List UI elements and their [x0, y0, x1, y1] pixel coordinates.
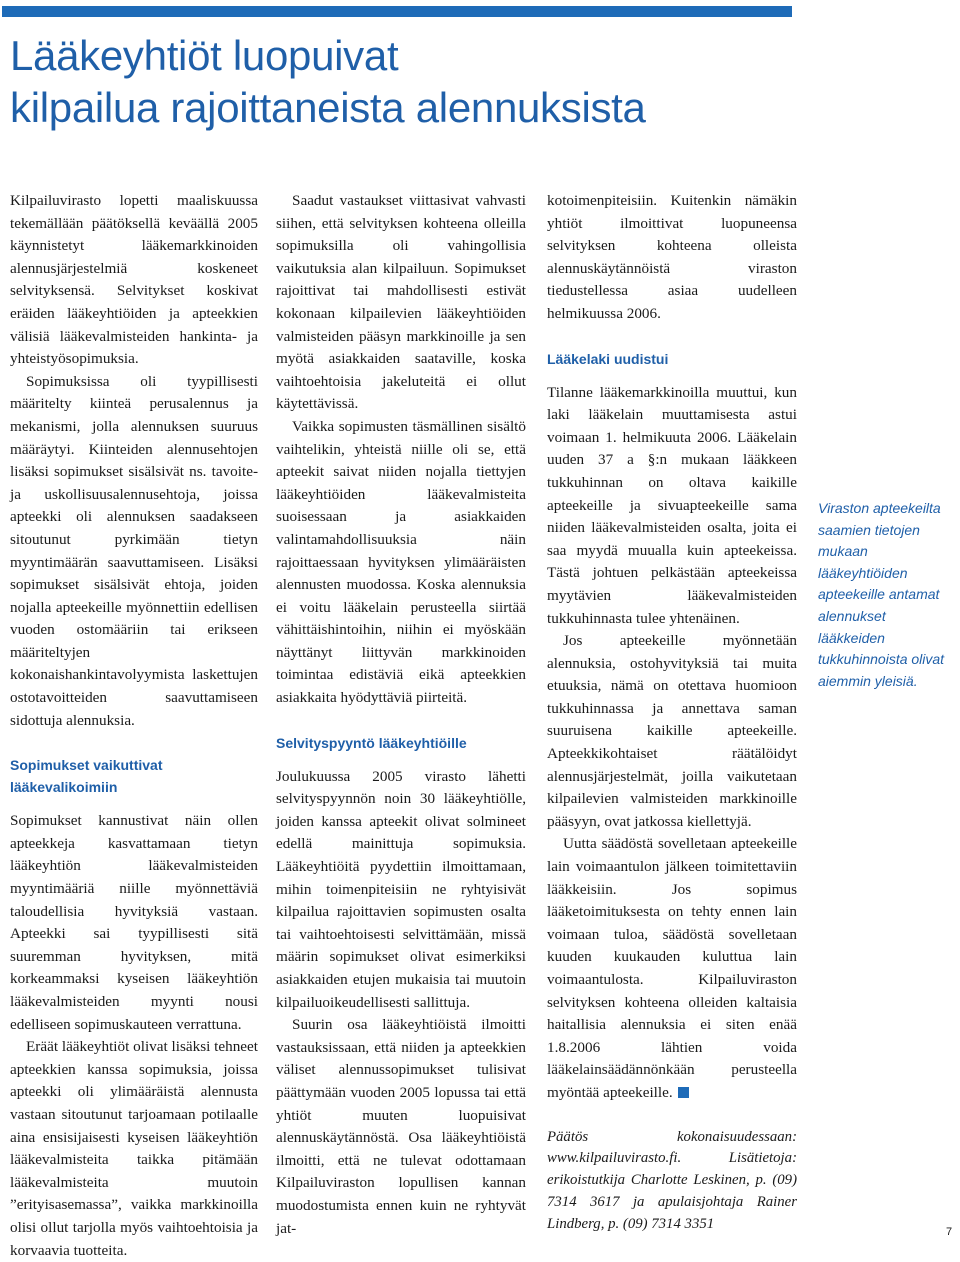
- subheading-selvityspyynto: Selvityspyyntö lääkeyhtiöille: [276, 734, 467, 751]
- top-accent-bar: [2, 6, 792, 17]
- contact-info: Päätös kokonaisuudessaan: www.kilpailuvirasto.fi. Lisätietoja: erikoistutkija Charlotte Leskinen, p. (09) 7314 3617 ja apulaisjohtaja Rainer Lindberg, p. (09) 7314 3351: [547, 1128, 797, 1232]
- pull-quote: Viraston apteekeilta saamien tietojen mukaan lääkeyhtiöiden apteekeille antamat alennukset lääkkeiden tukkuhinnoista olivat aiemmin yleisiä.: [818, 500, 945, 689]
- paragraph: Eräät lääkeyhtiöt olivat lisäksi tehneet apteekkien kanssa sopimuksia, joissa apteekki oli ylimääräistä alennusta vastaan sitoutunut tarjoamaan potilaalle aina ensisijaisesti kyseisen lääkeyhtiön lääkevalmisteita taikka pitämään lääkevalmisteita muutoin ”erityisasemassa”, vaikka markkinoilla olisi ollut tarjolla myös vaihtoehtoisia ja korvaavia tuotteita.: [10, 1038, 258, 1259]
- subheading-sopimukset: [10, 754, 258, 798]
- subheading-laakelaki: Lääkelaki uudistui: [547, 350, 669, 367]
- spacer: [276, 754, 526, 766]
- paragraph-final: [547, 833, 797, 1104]
- paragraph: Sopimukset kannustivat näin ollen apteekkeja kasvattamaan tietyn lääkeyhtiön lääkevalmisteiden myyntimääriä niille myönnettäviä taloudellisia hyvityksiä vastaan. Apteekki sai tyypillisesti sitä suuremman hyvityksen, mitä korkeammaksi kyseisen lääkeyhtiön lääkevalmisteiden myynti nousi edelliseen sopimuskauteen verrattuna.: [10, 812, 258, 1033]
- spacer: [10, 798, 258, 810]
- title-line-2: kilpailua rajoittaneista alennuksista: [10, 84, 646, 131]
- paragraph: Joulukuussa 2005 virasto lähetti selvityspyynnön noin 30 lääkeyhtiölle, joiden kanssa apteekit olivat solmineet edellä mainittuja sopimuksia. Lääkeyhtiöitä pyydettiin ilmoittamaan, mihin toimenpiteisiin ne ryhtyisivät kilpailua rajoittavien sopimusten osalta tai vaihtoehtoisesti selvittämään, missä määrin sopimukset olivat esimerkiksi asiakkaiden etujen mukaisia tai muutoin kilpailuoikeudellisesti sallittuja.: [276, 767, 526, 1011]
- text-column-2: [276, 190, 526, 1240]
- paragraph: Jos apteekeille myönnetään alennuksia, ostohyvityksiä tai muita etuuksia, nämä on otettava huomioon tukkuhinnassa ja annettava saman suuruisena kaikille apteekeille. Apteekkikohtaiset räätälöidyt alennusjärjestelmät, joilla vaikutetaan kilpailevien valmisteiden markkinoille pääsyyn, ovat jatkossa kiellettyjä.: [547, 632, 797, 830]
- subheading-line-1: Sopimukset vaikuttivat: [10, 757, 163, 774]
- paragraph: Kilpailuvirasto lopetti maaliskuussa tekemällään päätöksellä keväällä 2005 käynnistetyt lääkemarkkinoiden alennusjärjestelmiä koskeneet selvityksensä. Selvitykset koskivat eräiden lääkeyhtiöiden ja apteekkien välisiä lääkevalmisteiden hankinta- ja yhteistyösopimuksia.: [10, 192, 258, 368]
- article-title: [10, 30, 770, 134]
- paragraph: Tilanne lääkemarkkinoilla muuttui, kun laki lääkelain muuttamisesta astui voimaan 1. helmikuuta 2006. Lääkelain uuden 37 a §:n mukaan lääkkeen tukkuhinnan on oltava kaikille apteekeille ja sivuapteekeille sama niiden lääkevalmisteiden osalta, joita ei saa myydä muualla kuin apteekeissa. Tästä johtuen pelkästään apteekeissa myytävien lääkevalmisteiden tukkuhinnasta tulee yhtenäinen.: [547, 383, 797, 627]
- text-column-1: [10, 190, 258, 1262]
- spacer: [276, 710, 526, 732]
- paragraph: kotoimenpiteisiin. Kuitenkin nämäkin yhtiöt ilmoittivat luopuneensa selvityksen kohteena olleista alennuskäytännöistä viraston tiedustellessa asiaa uudelleen helmikuussa 2006.: [547, 192, 797, 322]
- end-square-icon: [678, 1087, 689, 1098]
- spacer: [547, 370, 797, 382]
- spacer: [547, 326, 797, 348]
- paragraph: Saadut vastaukset viittasivat vahvasti siihen, että selvityksen kohteena olleilla sopimuksilla oli vahingollisia vaikutuksia alan kilpailuun. Sopimukset rajoittivat tai mahdollisesti estivät kokonaan kilpailevien lääkeyhtiöiden valmisteiden pääsyn markkinoille ja sen myötä asiakkaiden saataville, koska vaihtoehtoisia jakeluteitä ei ollut käytettävissä.: [276, 192, 526, 413]
- paragraph: Vaikka sopimusten täsmällinen sisältö vaihtelikin, yhteistä niille oli se, että apteekit saivat niiden nojalla tiettyjen lääkeyhtiöiden lääkevalmisteita suoisessaan ja asiakkaiden valintamahdollisuuksia näin rajoittaessaan hyvityksen ylimääräisten alennusten muodossa. Koska alennuksia ei voitu lääkelain perusteella siirtää vähittäishintoihin, niihin ei myöskään näyttänyt liittyvän markkinoiden toimintaa edistäviä eikä apteekkien asiakkaita hyödyttäviä piirteitä.: [276, 417, 526, 707]
- title-line-1: Lääkeyhtiöt luopuivat: [10, 32, 399, 79]
- paragraph: Suurin osa lääkeyhtiöistä ilmoitti vastauksissaan, että niiden ja apteekkien väliset alennussopimukset tulisivat päättymään vuoden 2005 lopussa tai että yhtiöt muuten luopuisivat alennuskäytännöstä. Osa lääkeyhtiöistä ilmoitti, että ne tulevat odottamaan Kilpailuviraston lopullisen kannan muodostumista ennen kuin ne ryhtyvät jat-: [276, 1016, 526, 1237]
- text-column-3: [547, 190, 797, 1236]
- subheading-line-2: lääkevalikoimiin: [10, 779, 118, 796]
- paragraph-text: Uutta säädöstä sovelletaan apteekeille lain voimaantulon jälkeen toimitettaviin lääkkeisiin. Jos sopimus lääketoimituksesta on tehty ennen lain voimaan tuloa, säädöstä sovelletaan kuuden kuukauden kuluttua lain voimaantulosta. Kilpailuviraston selvityksen kohteena olleiden kaltaisia haitallisia alennuksia ei siten enää 1.8.2006 lähtien voida lääkelainsäädännönkään perusteella myöntää apteekeille.: [547, 835, 797, 1101]
- spacer: [10, 732, 258, 754]
- paragraph: Sopimuksissa oli tyypillisesti määritelty kiinteä perusalennus ja mekanismi, jolla alennuksen suuruus määräytyi. Kiinteiden alennusehtojen lisäksi sopimukset sisälsivät ns. tavoite- ja uskollisuusalennusehtoja, joissa apteekki oli alennuksen saadakseen sitoutunut pyrkimään tietyn myyntimäärän saavuttamiseen. Lisäksi sopimukset sisälsivät ehtoja, joiden nojalla apteekeille myönnettiin edellisen vuoden ostomääriin tai erikseen määriteltyjen kokonaishankintavolyymista laskettujen ostotavoitteiden saavuttamiseen sidottuja alennuksia.: [10, 372, 258, 729]
- spacer: [547, 1105, 797, 1127]
- page-number: 7: [946, 1226, 953, 1238]
